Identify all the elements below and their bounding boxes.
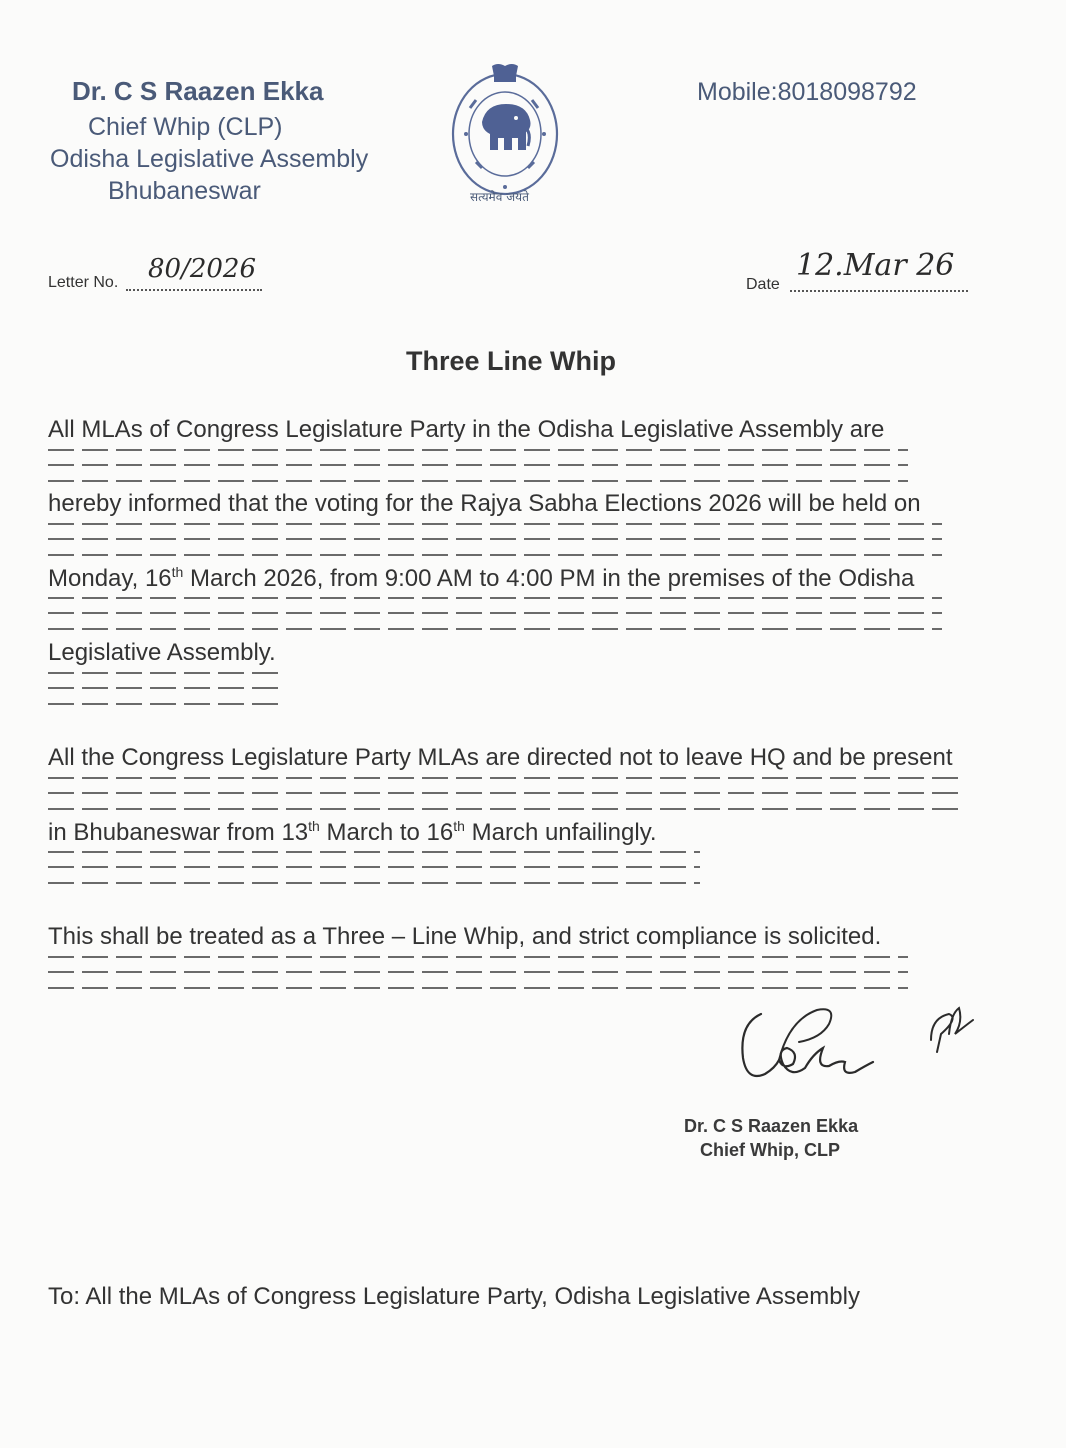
dash-rule xyxy=(48,597,942,599)
sender-city: Bhubaneswar xyxy=(108,177,261,205)
date-dotted-line xyxy=(790,290,968,292)
sender-name: Dr. C S Raazen Ekka xyxy=(72,76,324,106)
text-run: March 2026, from 9:00 AM to 4:00 PM in the premises of the Odisha xyxy=(183,565,915,592)
emblem-motto: सत्यमेव जयते xyxy=(470,190,529,204)
text-run: March unfailingly. xyxy=(464,819,657,846)
body-p1-line2: hereby informed that the voting for the Rajya Sabha Elections 2026 will be held on xyxy=(48,490,921,517)
ordinal-suffix: th xyxy=(308,818,320,834)
text-run: March to 16 xyxy=(319,819,454,846)
date-label: Date xyxy=(746,276,780,293)
letter-number-dotted-line xyxy=(126,289,262,291)
signatory-name: Dr. C S Raazen Ekka xyxy=(684,1116,859,1136)
dash-rule xyxy=(48,538,942,540)
body-p1-line3 xyxy=(48,564,914,593)
dash-rule xyxy=(48,777,966,779)
dash-rule xyxy=(48,523,942,525)
dash-rule xyxy=(48,672,284,674)
ordinal-suffix: th xyxy=(171,564,184,580)
sender-designation: Chief Whip (CLP) xyxy=(88,113,283,141)
body-p1-line1: All MLAs of Congress Legislature Party in the Odisha Legislative Assembly are xyxy=(48,416,885,443)
dash-rule xyxy=(48,971,908,973)
dash-rule xyxy=(48,612,942,614)
signatory-role: Chief Whip, CLP xyxy=(700,1140,840,1160)
sender-mobile: Mobile:8018098792 xyxy=(697,78,917,106)
recipient-line: To: All the MLAs of Congress Legislature Party, Odisha Legislative Assembly xyxy=(48,1283,860,1310)
letter-title-text: Three Line Whip xyxy=(405,346,616,376)
handwritten-signature xyxy=(735,996,985,1088)
dash-rule xyxy=(48,792,966,794)
letterhead-block xyxy=(40,76,400,207)
date-handwritten: 12.Mar 26 xyxy=(796,248,955,283)
text-run: Monday, 16 xyxy=(48,565,172,592)
ordinal-suffix: th xyxy=(453,818,465,834)
body-p1-line4: Legislative Assembly. xyxy=(48,639,276,666)
dash-rule xyxy=(48,882,700,884)
sender-organization: Odisha Legislative Assembly xyxy=(50,145,369,173)
dash-rule xyxy=(48,464,908,466)
dash-rule xyxy=(48,866,700,868)
body-p2-line2 xyxy=(48,818,657,847)
dash-rule xyxy=(48,687,284,689)
dash-rule xyxy=(48,628,942,630)
body-p3-line1: This shall be treated as a Three – Line Whip, and strict compliance is solicited. xyxy=(48,923,882,950)
letter-title xyxy=(0,346,1066,377)
dash-rule xyxy=(48,480,908,482)
dash-rule xyxy=(48,851,700,853)
text-run: in Bhubaneswar from 13 xyxy=(48,819,309,846)
body-p2-line1: All the Congress Legislature Party MLAs are directed not to leave HQ and be present xyxy=(48,744,953,771)
letter-number-label: Letter No. xyxy=(48,274,119,291)
dash-rule xyxy=(48,449,908,451)
dash-rule xyxy=(48,554,942,556)
letter-number-handwritten: 80/2026 xyxy=(148,254,257,284)
dash-rule xyxy=(48,987,908,989)
dash-rule xyxy=(48,808,966,810)
dash-rule xyxy=(48,703,284,705)
dash-rule xyxy=(48,956,908,958)
